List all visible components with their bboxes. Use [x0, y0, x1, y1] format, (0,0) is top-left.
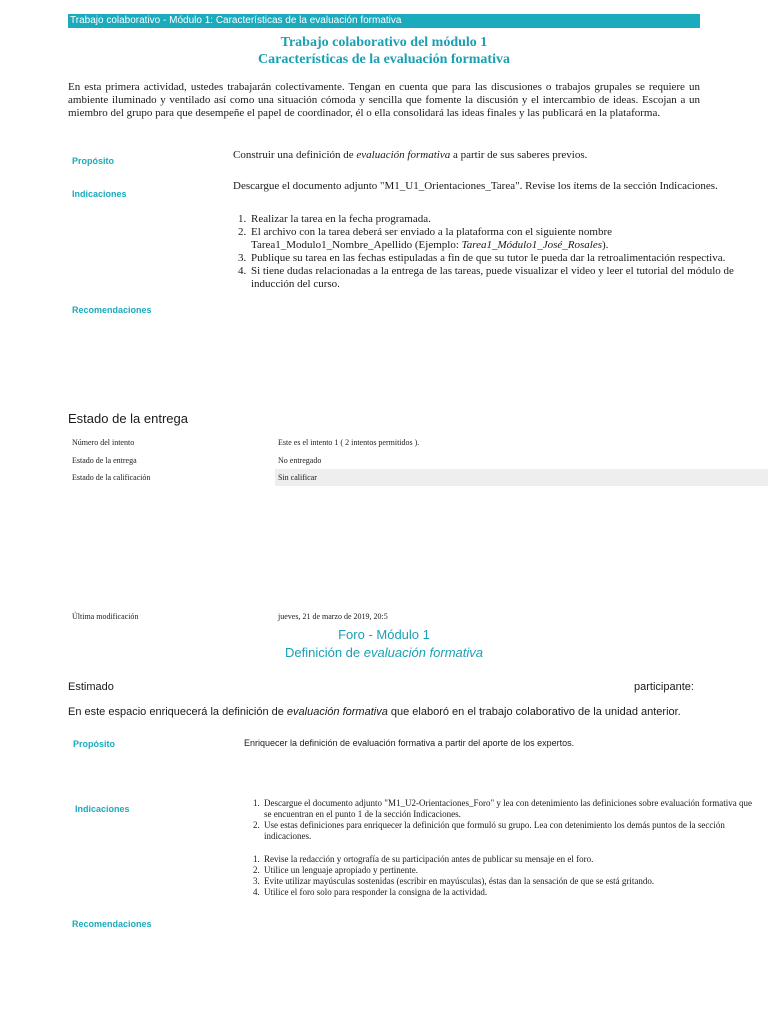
foro-intro: En este espacio enriquecerá la definición de evaluación formativa que elaboró en el trabajo colaborativo de la unidad anterior. — [68, 706, 681, 718]
recomendaciones-label: Recomendaciones — [72, 305, 152, 315]
table-value: Este es el intento 1 ( 2 intentos permitidos ). — [278, 438, 420, 447]
section-heading: Estado de la entrega — [68, 411, 188, 426]
greeting-right: participante: — [634, 681, 694, 693]
grade-value: Sin calificar — [275, 469, 768, 486]
list-item: 2. El archivo con la tarea deberá ser enviado a la plataforma con el siguiente nombre Tarea1_Modulo1_Nombre_Apellido (Ejemplo: Tarea1_Módulo1_José_Rosales). — [249, 226, 753, 252]
page-subtitle: Características de la evaluación formativa — [258, 52, 510, 67]
list-item: 1. Revise la redacción y ortografía de su participación antes de publicar su mensaje en el foro. — [262, 854, 756, 865]
list-item: 4. Utilice el foro solo para responder la consigna de la actividad. — [262, 887, 756, 898]
foro-indicaciones-list — [246, 798, 756, 842]
greeting-left: Estimado — [68, 681, 114, 693]
indicaciones-label: Indicaciones — [72, 189, 127, 199]
header-bar: Trabajo colaborativo - Módulo 1: Características de la evaluación formativa — [68, 14, 700, 28]
list-item: 2. Use estas definiciones para enriquecer la definición que formuló su grupo. Lea con detenimiento los demás puntos de la sección indicaciones. — [262, 820, 756, 842]
last-modified-label: Última modificación — [72, 612, 139, 621]
indicaciones-text: Descargue el documento adjunto "M1_U1_Orientaciones_Tarea". Revise los ítems de la sección Indicaciones. — [233, 180, 718, 192]
page-title: Trabajo colaborativo del módulo 1 — [280, 35, 488, 50]
list-item: 1. Descargue el documento adjunto "M1_U2-Orientaciones_Foro" y lea con detenimiento las definiciones sobre evaluación formativa que se encuentran en el punto 1 de la sección Indicaciones. — [262, 798, 756, 820]
table-label: Estado de la calificación — [72, 473, 151, 482]
last-modified-value: jueves, 21 de marzo de 2019, 20:5 — [278, 612, 388, 621]
list-item: 4. Si tiene dudas relacionadas a la entrega de las tareas, puede visualizar el video y leer el tutorial del módulo de inducción del curso. — [249, 265, 753, 291]
proposito-label: Propósito — [72, 156, 114, 166]
foro-recomendaciones-list — [246, 854, 756, 898]
proposito-text: Construir una definición de evaluación formativa a partir de sus saberes previos. — [233, 149, 588, 161]
recomendaciones-label: Recomendaciones — [72, 919, 152, 929]
foro-proposito-text: Enriquecer la definición de evaluación formativa a partir del aporte de los expertos. — [244, 738, 575, 748]
foro-subtitle: Definición de evaluación formativa — [284, 645, 483, 660]
task-list — [233, 213, 753, 291]
list-item: 2. Utilice un lenguaje apropiado y pertinente. — [262, 865, 756, 876]
table-label: Número del intento — [72, 438, 135, 447]
list-item: 3. Evite utilizar mayúsculas sostenidas (escribir en mayúsculas), éstas dan la sensación de que se está gritando. — [262, 876, 756, 887]
emphasis: evaluación formativa — [356, 149, 451, 161]
intro-paragraph: En esta primera actividad, ustedes trabajarán colectivamente. Tengan en cuenta que para las discusiones o trabajos grupales se requiere un ambiente iluminado y ventilado así como una situación cómoda y sencilla que fomente la discusión y el intercambio de ideas. Escojan a un miembro del grupo para que desempeñe el papel de coordinador, él o ella consolidará las ideas finales y las publicará en la plataforma. — [68, 81, 700, 119]
proposito-label: Propósito — [73, 739, 115, 749]
foro-title: Foro - Módulo 1 — [338, 627, 430, 642]
status-value: No entregado — [278, 456, 322, 465]
table-label: Estado de la entrega — [72, 456, 137, 465]
indicaciones-label: Indicaciones — [75, 804, 130, 814]
list-item: 1. Realizar la tarea en la fecha programada. — [249, 213, 753, 226]
list-item: 3. Publique su tarea en las fechas estipuladas a fin de que su tutor le pueda dar la retroalimentación respectiva. — [249, 252, 753, 265]
